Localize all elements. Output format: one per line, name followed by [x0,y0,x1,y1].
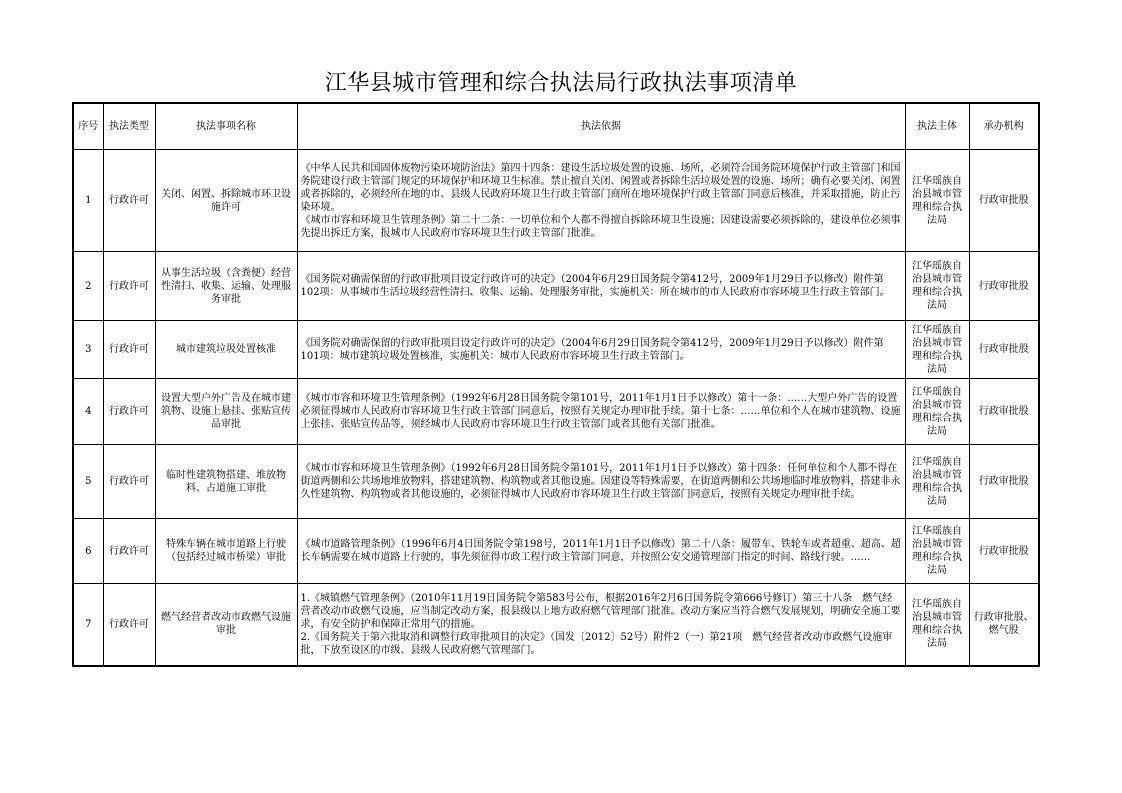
cell-dept: 行政审批股 [969,379,1039,445]
cell-body: 江华瑶族自治县城市管理和综合执法局 [905,379,969,445]
cell-num: 2 [73,252,103,321]
header-name: 执法事项名称 [155,103,297,150]
cell-type: 行政许可 [103,584,155,666]
cell-dept: 行政审批股、燃气股 [969,584,1039,666]
table-row [73,321,1039,379]
cell-type: 行政许可 [103,379,155,445]
cell-name: 从事生活垃圾（含粪便）经营性清扫、收集、运输、处理服务审批 [155,252,297,321]
cell-name: 燃气经营者改动市政燃气设施审批 [155,584,297,666]
cell-dept: 行政审批股 [969,321,1039,379]
cell-num: 7 [73,584,103,666]
cell-type: 行政许可 [103,445,155,519]
header-num: 序号 [73,103,103,150]
cell-basis: 《城市市容和环境卫生管理条例》（1992年6月28日国务院令第101号，2011年1月1日予以修改）第十四条：任何单位和个人都不得在街道两侧和公共场地堆放物料，搭建建筑物、构筑物或者其他设施。因建设等特殊需要，在街道两侧和公共场地临时堆放物料，搭建非永久性建筑物、构筑物或者其他设施的，必须征得城市人民政府市容环境卫生行政主管部门同意后，按照有关规定办理审批手续。 [297,445,905,519]
cell-body: 江华瑶族自治县城市管理和综合执法局 [905,584,969,666]
table-header-row [73,103,1039,150]
cell-type: 行政许可 [103,150,155,252]
table-row [73,445,1039,519]
page-title: 江华县城市管理和综合执法局行政执法事项清单 [324,71,798,96]
cell-name: 关闭、闲置、拆除城市环卫设施许可 [155,150,297,252]
header-body: 执法主体 [905,103,969,150]
cell-body: 江华瑶族自治县城市管理和综合执法局 [905,445,969,519]
cell-basis: 《国务院对确需保留的行政审批项目设定行政许可的决定》（2004年6月29日国务院令第412号，2009年1月29日予以修改）附件第102项：从事城市生活垃圾经营性清扫、收集、运输、处理服务审批，实施机关：所在城市的市人民政府市容环境卫生行政主管部门。 [297,252,905,321]
table-row [73,379,1039,445]
cell-name: 设置大型户外广告及在城市建筑物、设施上悬挂、张贴宣传品审批 [155,379,297,445]
table-row [73,584,1039,666]
cell-dept: 行政审批股 [969,252,1039,321]
cell-num: 1 [73,150,103,252]
cell-type: 行政许可 [103,519,155,584]
header-basis: 执法依据 [297,103,905,150]
table-row [73,519,1039,584]
header-type: 执法类型 [103,103,155,150]
cell-body: 江华瑶族自治县城市管理和综合执法局 [905,150,969,252]
cell-body: 江华瑶族自治县城市管理和综合执法局 [905,519,969,584]
cell-basis: 1.《城镇燃气管理条例》（2010年11月19日国务院令第583号公布，根据2016年2月6日国务院令第666号修订）第三十八条 燃气经营者改动市政燃气设施，应当制定改动方案，报县级以上地方政府燃气管理部门批准。改动方案应当符合燃气发展规划，明确安全施工要求，有安全防护和保障正常用气的措施。 2.《国务院关于第六批取消和调整行政审批项目的决定》（国发〔2012〕52号）附件2（一）第21项 燃气经营者改动市政燃气设施审批，下放至设区的市级、县级人民政府燃气管理部门。 [297,584,905,666]
table-row [73,150,1039,252]
cell-name: 城市建筑垃圾处置核准 [155,321,297,379]
enforcement-table [72,102,1040,667]
cell-num: 4 [73,379,103,445]
cell-type: 行政许可 [103,321,155,379]
cell-basis: 《国务院对确需保留的行政审批项目设定行政许可的决定》（2004年6月29日国务院令第412号，2009年1月29日予以修改）附件第101项：城市建筑垃圾处置核准，实施机关：城市人民政府市容环境卫生行政主管部门。 [297,321,905,379]
cell-num: 5 [73,445,103,519]
cell-basis: 《城市道路管理条例》（1996年6月4日国务院令第198号，2011年1月1日予以修改）第二十八条：履带车、铁轮车或者超重、超高、超长车辆需要在城市道路上行驶的，事先须征得市政工程行政主管部门同意，并按照公安交通管理部门指定的时间、路线行驶。…… [297,519,905,584]
cell-basis: 《中华人民共和国固体废物污染环境防治法》第四十四条：建设生活垃圾处置的设施、场所，必须符合国务院环境保护行政主管部门和国务院建设行政主管部门规定的环境保护和环境卫生标准。禁止擅自关闭、闲置或者拆除生活垃圾处置的设施、场所；确有必要关闭、闲置或者拆除的，必须经所在地的市、县级人民政府环境卫生行政主管部门商所在地环境保护行政主管部门同意后核准，并采取措施，防止污染环境。 《城市市容和环境卫生管理条例》第二十二条：一切单位和个人都不得擅自拆除环境卫生设施；因建设需要必须拆除的，建设单位必须事先提出拆迁方案，报城市人民政府市容环境卫生行政主管部门批准。 [297,150,905,252]
cell-body: 江华瑶族自治县城市管理和综合执法局 [905,321,969,379]
cell-dept: 行政审批股 [969,445,1039,519]
cell-dept: 行政审批股 [969,150,1039,252]
cell-name: 特殊车辆在城市道路上行驶（包括经过城市桥梁）审批 [155,519,297,584]
table-row [73,252,1039,321]
cell-dept: 行政审批股 [969,519,1039,584]
cell-body: 江华瑶族自治县城市管理和综合执法局 [905,252,969,321]
cell-num: 3 [73,321,103,379]
cell-basis: 《城市市容和环境卫生管理条例》（1992年6月28日国务院令第101号，2011年1月1日予以修改）第十一条：……大型户外广告的设置必须征得城市人民政府市容环境卫生行政主管部门同意后，按照有关规定办理审批手续。第十七条：……单位和个人在城市建筑物、设施上张挂、张贴宣传品等，须经城市人民政府市容环境卫生行政主管部门或者其他有关部门批准。 [297,379,905,445]
cell-type: 行政许可 [103,252,155,321]
cell-name: 临时性建筑物搭建、堆放物料、占道施工审批 [155,445,297,519]
cell-num: 6 [73,519,103,584]
header-dept: 承办机构 [969,103,1039,150]
